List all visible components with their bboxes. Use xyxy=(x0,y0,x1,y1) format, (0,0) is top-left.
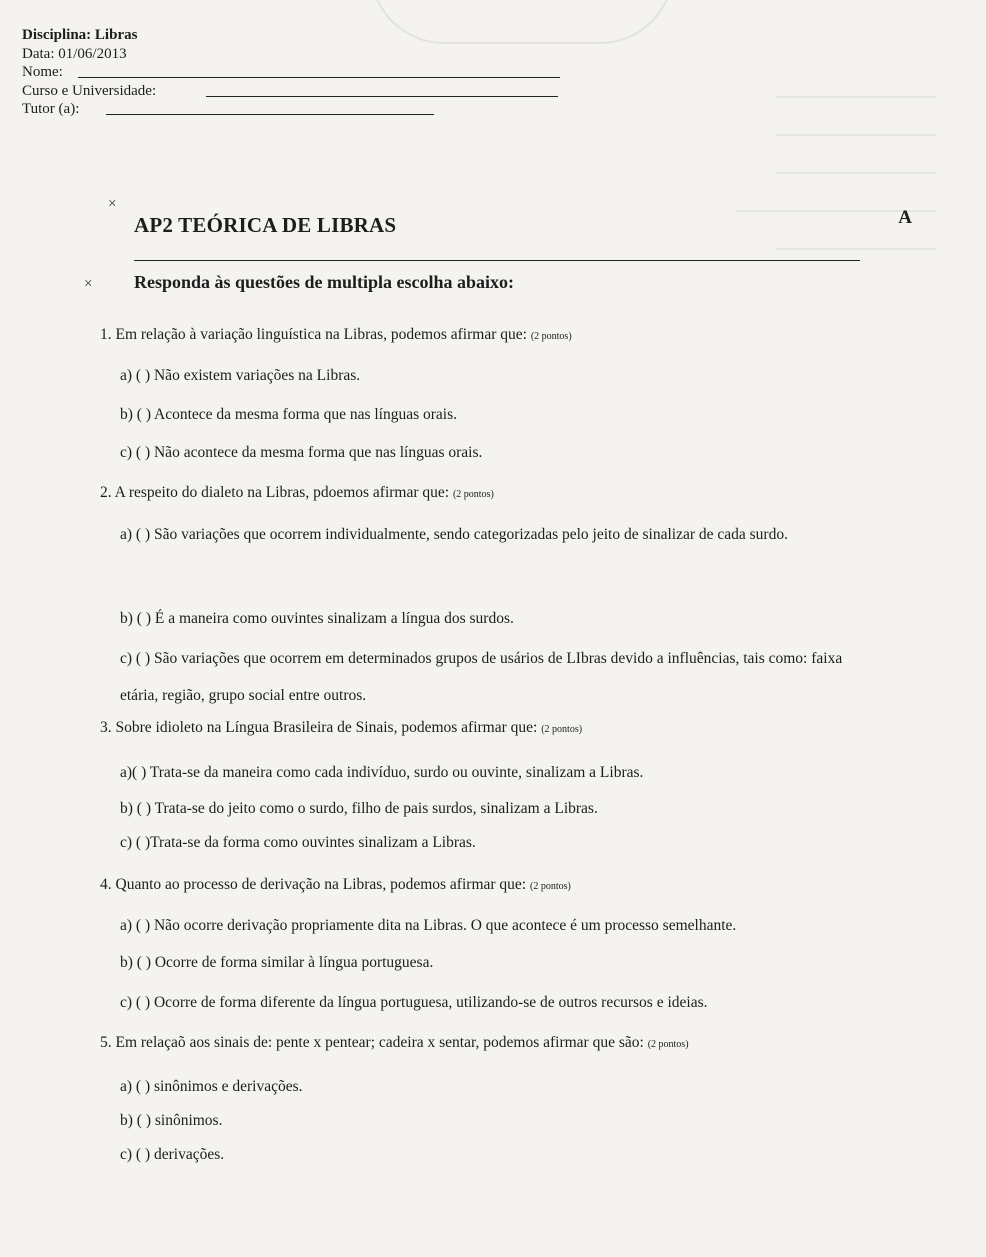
question-3-stem xyxy=(100,719,582,737)
question-3-option-b[interactable]: b) ( ) Trata-se do jeito como o surdo, filho de pais surdos, sinalizam a Libras. xyxy=(120,800,598,817)
course-label: Curso e Universidade: xyxy=(22,82,157,99)
discipline-label: Disciplina: Libras xyxy=(22,27,138,43)
question-1-option-b[interactable]: b) ( ) Acontece da mesma forma que nas línguas orais. xyxy=(120,406,458,423)
reverse-line-shadow xyxy=(776,156,936,174)
question-5-option-c[interactable]: c) ( ) derivações. xyxy=(120,1146,225,1163)
bullet-mark: × xyxy=(108,196,117,212)
name-field-line[interactable] xyxy=(78,63,560,78)
reverse-line-shadow xyxy=(776,118,936,136)
tutor-row xyxy=(22,100,156,119)
course-row xyxy=(22,82,156,101)
reverse-line-shadow xyxy=(776,80,936,98)
question-1-stem xyxy=(100,326,572,344)
question-2-stem xyxy=(100,484,494,502)
question-2-option-b[interactable]: b) ( ) É a maneira como ouvintes sinalizam a língua dos surdos. xyxy=(120,610,514,627)
question-5-option-b[interactable]: b) ( ) sinônimos. xyxy=(120,1112,223,1129)
question-4-stem xyxy=(100,876,571,894)
question-2-option-c[interactable]: c) ( ) São variações que ocorrem em determinados grupos de usários de LIbras devido a influências, tais como: faixa etária, região, grupo social entre outros. xyxy=(120,650,843,704)
question-5-stem xyxy=(100,1034,689,1052)
title-underline xyxy=(134,260,860,261)
question-5-option-a[interactable]: a) ( ) sinônimos e derivações. xyxy=(120,1078,303,1095)
question-text: 4. Quanto ao processo de derivação na Libras, podemos afirmar que: xyxy=(100,876,527,893)
reverse-seal-shadow xyxy=(370,0,674,44)
bullet-mark: × xyxy=(84,276,93,292)
exam-header xyxy=(22,26,156,119)
instructions-heading: Responda às questões de multipla escolha abaixo: xyxy=(134,272,515,292)
course-field-line[interactable] xyxy=(206,82,558,97)
question-text: 5. Em relaçaõ aos sinais de: pente x pentear; cadeira x sentar, podemos afirmar que são: xyxy=(100,1034,644,1051)
question-3-option-c[interactable]: c) ( )Trata-se da forma como ouvintes sinalizam a Libras. xyxy=(120,834,476,851)
exam-variant-letter: A xyxy=(898,207,912,228)
question-points: (2 pontos) xyxy=(452,489,494,500)
question-2-option-a[interactable]: a) ( ) São variações que ocorrem individualmente, sendo categorizadas pelo jeito de sinalizar de cada surdo. xyxy=(120,526,788,543)
question-text: 2. A respeito do dialeto na Libras, pdoemos afirmar que: xyxy=(100,484,450,501)
question-points: (2 pontos) xyxy=(647,1039,689,1050)
question-1-option-c[interactable]: c) ( ) Não acontece da mesma forma que nas línguas orais. xyxy=(120,444,483,461)
name-row xyxy=(22,63,156,82)
question-3-option-a[interactable]: a)( ) Trata-se da maneira como cada indivíduo, surdo ou ouvinte, sinalizam a Libras. xyxy=(120,764,644,781)
exam-title: AP2 TEÓRICA DE LIBRAS xyxy=(134,213,397,237)
question-points: (2 pontos) xyxy=(529,881,571,892)
tutor-label: Tutor (a): xyxy=(22,101,80,117)
question-points: (2 pontos) xyxy=(530,331,572,342)
question-points: (2 pontos) xyxy=(541,724,583,735)
tutor-field-line[interactable] xyxy=(106,100,434,115)
question-text: 3. Sobre idioleto na Língua Brasileira de Sinais, podemos afirmar que: xyxy=(100,719,538,736)
question-4-option-a[interactable]: a) ( ) Não ocorre derivação propriamente dita na Libras. O que acontece é um processo semelhante. xyxy=(120,917,737,934)
question-4-option-b[interactable]: b) ( ) Ocorre de forma similar à língua portuguesa. xyxy=(120,954,434,971)
question-1-option-a[interactable]: a) ( ) Não existem variações na Libras. xyxy=(120,367,361,384)
question-text: 1. Em relação à variação linguística na Libras, podemos afirmar que: xyxy=(100,326,527,343)
date-label: Data: 01/06/2013 xyxy=(22,45,127,62)
name-label: Nome: xyxy=(22,64,63,80)
reverse-line-shadow xyxy=(776,232,936,250)
question-4-option-c[interactable]: c) ( ) Ocorre de forma diferente da língua portuguesa, utilizando-se de outros recursos e ideias. xyxy=(120,994,708,1011)
